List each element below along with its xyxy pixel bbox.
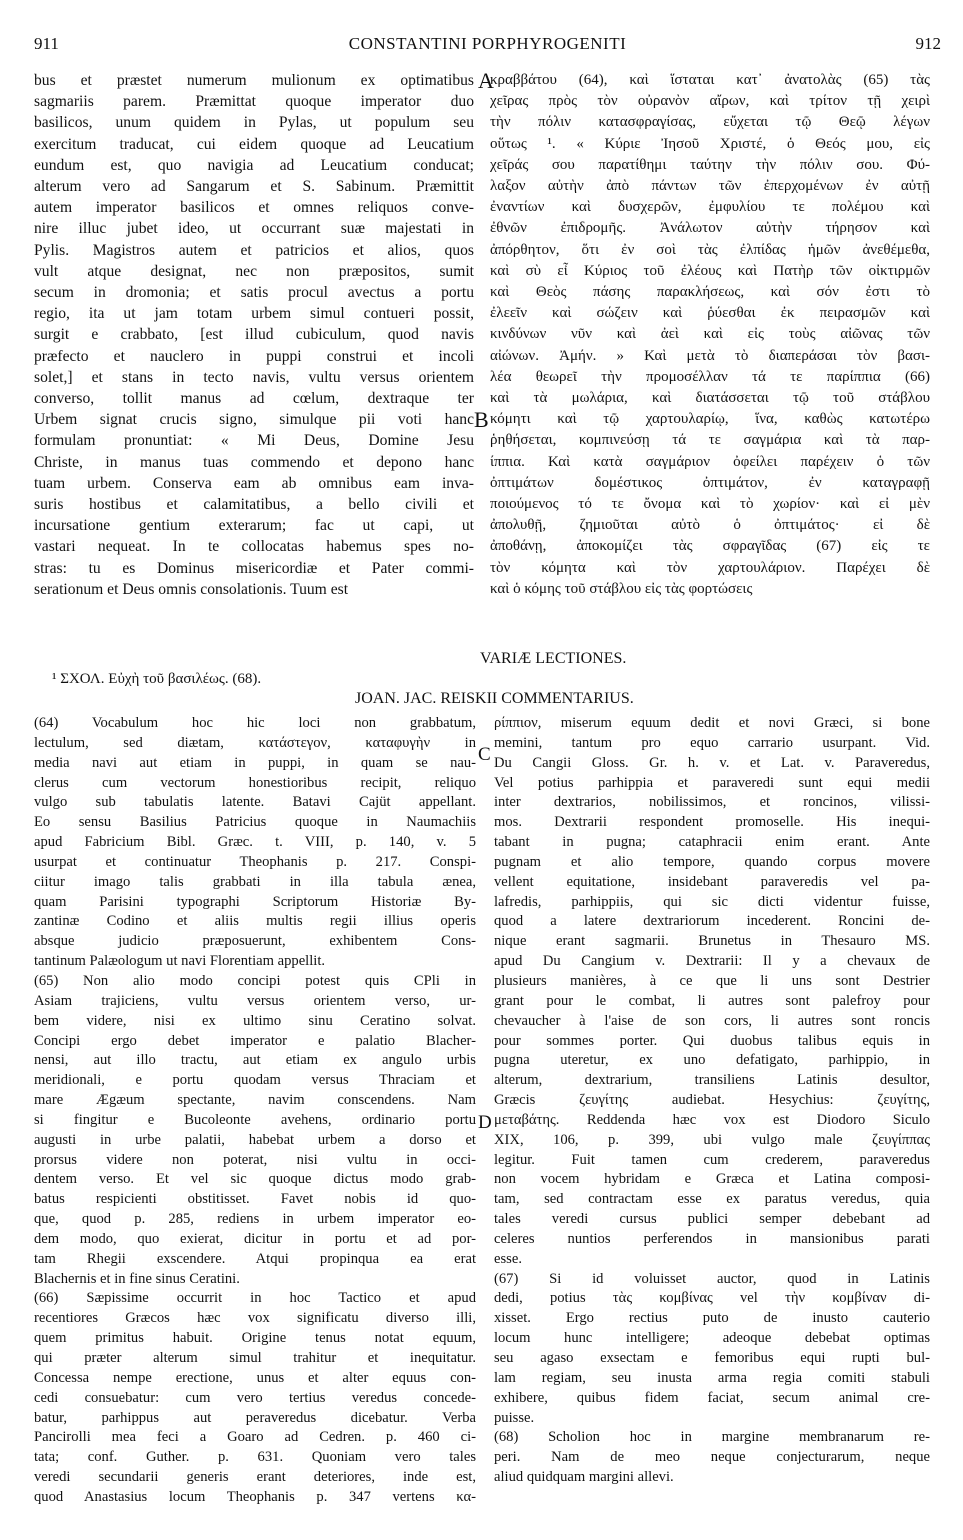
text-line: qui præter alterum simul trahitur et inequitatur. xyxy=(34,1350,476,1366)
margin-marker-b: B xyxy=(474,407,489,432)
text-line: κραββάτου (64), καὶ ἵσταται κατ᾽ ἀνατολὰς (65) τὰς xyxy=(490,72,930,88)
text-line: batur, parhippus aut peraveredus dicebatur. Verba xyxy=(34,1409,476,1426)
text-line: Pylis. Magistros autem et patricios et alios, quos xyxy=(34,241,474,259)
page-number-right: 912 xyxy=(915,34,941,53)
text-line: pugnam et alio tempore, quando corpus movere xyxy=(494,853,930,870)
text-line: media navi aut etiam in puppi, in quam se nau- xyxy=(34,754,476,771)
text-line: quod Anastasius locum Theophanis p. 347 vertens κα- xyxy=(34,1488,476,1505)
text-line: καὶ Θεὸς πάσης παρακλήσεως, καὶ σόν ἐστι τὸ xyxy=(490,284,930,301)
text-line: apud Fabricium Bibl. Græc. t. VIII, p. 140, v. 5 xyxy=(34,834,476,851)
text-line: χεῖρας πρὸς τὸν οὐρανὸν αἴρων, καὶ τρίτον τῇ χειρὶ xyxy=(490,93,930,110)
text-line: λέα θεωρεῖ τὴν προμοσέλλαν τά τε παρίππια (66) xyxy=(490,368,930,385)
commentary-heading: JOAN. JAC. REISKII COMMENTARIUS. xyxy=(355,690,634,707)
margin-marker-a: A xyxy=(478,68,494,93)
text-line: incursatione gentium exterarum; fac ut capi, ut xyxy=(34,517,474,535)
text-line: secum in dromonia; et satis procul avectus a portu xyxy=(34,284,474,302)
text-line: tam Rhegii exscendere. Atqui propinqua ea erat xyxy=(34,1250,476,1267)
text-line: lam regiam, seu inusta arma regia comiti stabuli xyxy=(494,1369,930,1386)
text-line: plusieurs manières, à ce que li uns sont Destrier xyxy=(494,972,930,989)
text-line: tam, sed contractam esse ex paratus veredus, quia xyxy=(494,1191,930,1208)
text-line: ἐλεεῖν καὶ σώζειν καὶ ῥύεσθαι ἐκ πειρασμῶν καὶ xyxy=(490,305,930,322)
text-line: tata; conf. Guther. p. 631. Quoniam vero tales xyxy=(34,1449,476,1466)
text-line: tabant in pugna; cataphracii enim erant. Ante xyxy=(494,834,930,851)
text-line: grant pour le combat, li autres sont palefroy pour xyxy=(494,992,930,1009)
text-line: recentiores Græcos hæc vox significatu diverso illi, xyxy=(34,1310,476,1327)
text-line: surgit e crabbato, [est illud cubiculum, quod navis xyxy=(34,326,474,344)
text-line: batus respicienti obstitisset. Favet nobis id quo- xyxy=(34,1191,476,1208)
text-line: locum hunc intelligere; adeoque debebat optimas xyxy=(494,1330,930,1347)
text-line: quod a latere dextrariorum incederent. Roncini de- xyxy=(494,913,930,930)
text-line: καὶ τὰ μωλάρια, καὶ διατάσσεται τῷ τοῦ στάβλου xyxy=(490,390,930,407)
text-line: formulam pronuntiat: « Mi Deus, Domine Jesu xyxy=(34,432,474,450)
text-line: tales veredi cursus publici semper debebant ad xyxy=(494,1211,930,1228)
text-line: ἐναντίων καὶ δυσχερῶν, ἐμφυλίου τε πολέμου καὶ xyxy=(490,199,930,216)
text-line: regio, ita ut jam totam urbem simul contueri possit, xyxy=(34,305,474,323)
text-line: ποιούμενος τό τε ὄνομα καὶ τὸ χωρίον· καὶ εἰ μὲν xyxy=(490,496,930,513)
text-line: (65) Non alio modo concipi potest quis CPli in xyxy=(34,972,476,989)
text-line: serationum et Deus omnis consolationis. Tuum est xyxy=(34,580,349,598)
text-line: seu agaso exsectam e femoribus equi rupti bul- xyxy=(494,1350,930,1366)
text-line: puisse. xyxy=(494,1409,535,1426)
text-line: mos. Dextrarii respondent promoselle. His inequi- xyxy=(494,814,930,831)
text-line: quem primitus habuit. Origine tenus notat equum, xyxy=(34,1330,476,1347)
text-line: ἀπολυθῇ, ζημιοῦται αὐτὸ ὁ ὀπτιμάτος· εἰ δὲ xyxy=(490,517,930,534)
text-line: Concipi ergo debet imperator e palatio Blacher- xyxy=(34,1032,476,1049)
text-line: κινδύνων νῦν καὶ ἀεὶ καὶ εἰς τοὺς αἰῶνας τῶν xyxy=(490,326,930,343)
text-line: ἀποθάνῃ, ἀποκομίζει τὰς σφραγῖδας (67) εἰς τε xyxy=(490,538,930,555)
text-line: ἐθνῶν ἐπιδρομῆς. Ἀνάλωτον αὐτὴν τήρησον καὶ xyxy=(490,220,930,237)
text-line: augusti in urbe palatii, habebat urbem a dorso et xyxy=(34,1131,476,1148)
text-line: bem videre, nisi ex ultimo sinu Ceratino solvat. xyxy=(34,1012,476,1029)
text-line: lectulum, sed diætam, κατάστεγον, καταφυγὴν in xyxy=(34,734,476,751)
text-line: meridionali, e portu quodam versus Thraciam et xyxy=(34,1072,476,1089)
text-line: χεῖράς σου παρατίθημι ταύτην τὴν πόλιν σου. Φύ- xyxy=(490,156,930,173)
text-line: Vel potius parhippia et paraveredi sunt equi medii xyxy=(494,774,930,791)
commentary-left-column xyxy=(34,714,476,1508)
text-line: eundum est, quo navigia ad Leucatium conducat; xyxy=(34,156,474,174)
text-line: exhibere, quibus fidem faciat, secum animal cre- xyxy=(494,1389,930,1406)
text-line: suris hostibus et calamitatibus, a bello civili et xyxy=(34,496,474,514)
text-line: peri. Nam de meo neque conjecturarum, neque xyxy=(494,1449,930,1466)
text-line: que, quod p. 285, rediens in urbem imperator eo- xyxy=(34,1211,476,1228)
text-line: xisset. Ergo rectius puto de inusto cauterio xyxy=(494,1310,930,1327)
text-line: ῥηθήσεται, κομπινεύσῃ τά τε σαγμάρια καὶ τὰ παρ- xyxy=(490,432,930,449)
text-line: pugna uteretur, ex uno defatigato, parhippio, in xyxy=(494,1052,930,1069)
latin-column xyxy=(34,70,474,600)
text-line: vulgo sub tabulatis latente. Batavi Cajüt appellant. xyxy=(34,794,476,811)
text-line: (66) Sæpissime occurrit in hoc Tactico et apud xyxy=(34,1290,476,1307)
text-line: alterum vero ad Sangarum et S. Sabinum. Præmittit xyxy=(34,178,474,196)
text-line: autem imperator basilicos et omnes reliquos conve- xyxy=(34,199,474,217)
text-line: Eo sensu Basilius Patricius quoque in Naumachiis xyxy=(34,814,476,831)
text-line: celeres nuntios perferendos in mansionibus parati xyxy=(494,1230,930,1247)
text-line: lafredis, parhippiis, qui sic dicti videntur fuisse, xyxy=(494,893,930,910)
text-line: nique erant sagmarii. Brunetus in Thesauro MS. xyxy=(494,933,930,950)
page-header xyxy=(34,34,941,62)
text-line: (64) Vocabulum hoc hic loci non grabbatum, xyxy=(34,715,476,731)
text-line: tantinum Palæologum ut navi Florentiam appellit. xyxy=(34,953,326,970)
text-line: memini, tantum pro equo carrario usurpant. Vid. xyxy=(494,734,930,751)
text-line: absque judicio præposuerunt, exhibentem Cons- xyxy=(34,933,476,950)
text-line: ίππια. Καὶ κατὰ σαγμάριον ὀφείλει παρέχειν ὁ τῶν xyxy=(490,453,930,470)
text-line: Pancirolli mea feci a Goaro ad Cedren. p. 460 ci- xyxy=(34,1429,476,1446)
text-line: mare Ægæum spectante, navim conscendens. Nam xyxy=(34,1092,476,1109)
text-line: non vocem hybridam e Græca et Latina composi- xyxy=(494,1171,930,1188)
text-line: Blachernis et in fine sinus Ceratini. xyxy=(34,1270,240,1287)
text-line: Urbem signat crucis signo, simulque pii voti hanc xyxy=(34,411,474,429)
greek-column xyxy=(490,70,930,600)
text-line: καὶ ὁ κόμης τοῦ στάβλου εἰς τὰς φορτώσεις xyxy=(490,580,753,597)
text-line: Christe, in manus tuas commendo et depono hanc xyxy=(34,453,474,471)
text-line: dedi, potius τὰς κομβίνας vel τὴν κομβίναν di- xyxy=(494,1290,930,1307)
text-line: converso, tollit manus ad cœlum, dextraque ter xyxy=(34,390,474,408)
text-line: inter dextrarios, nobilissimos, et roncinos, vilissi- xyxy=(494,794,930,811)
text-line: dentem verso. Et vel sic quoque dictus modo grab- xyxy=(34,1171,476,1188)
text-line: solet,] et stans in tecto navis, vultu versus orientem xyxy=(34,368,474,386)
text-line: λαξον αὐτὴν ἀπὸ πάντων τῶν ἐπερχομένων ἐν αὐτῇ xyxy=(490,178,930,195)
text-line: (67) Si id voluisset auctor, quod in Latinis xyxy=(494,1270,930,1287)
text-line: prorsus videre non poterat, nisi vultu in occi- xyxy=(34,1151,476,1168)
text-line: μεταβάτης. Reddenda hæc vox est Diodoro Siculo xyxy=(494,1111,930,1128)
text-line: ὀπτιμάτων δομέστικος ὀπτιμάτον, ἐν καταγραφῇ xyxy=(490,474,930,491)
variae-lectiones-heading: VARIÆ LECTIONES. xyxy=(480,650,627,667)
text-line: vult atque designat, nec non præpositos, sumit xyxy=(34,262,474,280)
text-line: nensi, aut illo tractu, aut etiam ex angulo urbis xyxy=(34,1052,476,1069)
text-line: clerus cum vectorum honestioribus recipit, reliquo xyxy=(34,774,476,791)
margin-marker-d: D xyxy=(478,1112,492,1133)
text-line: usurpat et continuatur Theophanis p. 217. Conspi- xyxy=(34,853,476,870)
text-line: esse. xyxy=(494,1250,522,1267)
text-line: XIX, 106, p. 399, ubi vulgo male ζευγίππας xyxy=(494,1131,930,1148)
text-line: dem modo, quo exierat, dicitur in portu et ad por- xyxy=(34,1230,476,1247)
text-line: vastari nequeat. In te collocatas habemus spes no- xyxy=(34,538,474,556)
running-title: CONSTANTINI PORPHYROGENITI xyxy=(348,34,627,53)
text-line: quam Parisini typographi Scriptorum Historiæ By- xyxy=(34,893,476,910)
scholion-note: ¹ ΣΧΟΛ. Εὐχὴ τοῦ βασιλέως. (68). xyxy=(52,671,262,687)
text-line: (68) Scholion hoc in margine membranarum re- xyxy=(494,1429,930,1446)
text-line: alterum, dextrarium, transiliens Latinis desultor, xyxy=(494,1072,930,1089)
text-line: κόμητι καὶ τῷ χαρτουλαρίῳ, ἵνα, καθὼς κατωτέρω xyxy=(490,411,930,428)
text-line: cedi consuebatur: cum vero tertius veredus concede- xyxy=(34,1389,476,1406)
text-line: si fingitur e Bucoleonte avehens, ordinario portu xyxy=(34,1111,476,1128)
margin-marker-c: C xyxy=(478,744,491,765)
page-number-left: 911 xyxy=(34,34,59,53)
text-line: sagmariis parem. Præmittat quoque imperator duo xyxy=(34,93,474,111)
text-line: τὸν κόμητα καὶ τὸν χαρτουλάριον. Παρέχει δὲ xyxy=(490,559,930,576)
text-line: οὕτως ¹. « Κύριε Ἰησοῦ Χριστέ, ὁ Θεός μου, εἰς xyxy=(490,135,930,152)
text-line: legitur. Fuit tamen cum crederem, paraveredus xyxy=(494,1151,930,1168)
text-line: chevaucher à l'aise de son cors, li autres sont roncis xyxy=(494,1012,930,1029)
text-line: bus et præstet numerum mulionum ex optimatibus xyxy=(34,72,474,89)
text-line: pour sommes porter. Qui duobus talibus equis in xyxy=(494,1032,930,1049)
text-line: præfecto et nauclero in puppi construi et incoli xyxy=(34,347,474,365)
text-line: ρίππιον, miserum equum dedit et novi Græci, si bone xyxy=(494,715,930,731)
text-line: Du Cangii Gloss. Gr. h. v. et Lat. v. Paraveredus, xyxy=(494,754,930,771)
text-line: ciitur imago talis grabbati in illa tabula ænea, xyxy=(34,873,476,890)
text-line: τὴν πόλιν κατασφραγίσας, εὔχεται τῷ Θεῷ λέγων xyxy=(490,114,930,131)
text-line: tuam urbem. Conserva eam ab omnibus eam inva- xyxy=(34,474,474,492)
commentary-right-column xyxy=(494,714,930,1488)
text-line: apud Du Cangium v. Dextrarii: Il y a chevaux de xyxy=(494,953,930,970)
text-line: exercitum traducat, cui eidem quoque ad Leucatium xyxy=(34,135,474,153)
text-line: Concessa nempe erectione, unus et alter equus con- xyxy=(34,1369,476,1386)
text-line: ἀπόρθητον, ὅτι ἐν σοὶ τὰς ἐλπίδας ἡμῶν ἀνεθέμεθα, xyxy=(490,241,930,258)
text-line: basilicos, unum quidem in Pylas, ut populum seu xyxy=(34,114,474,132)
text-line: Græcis ζευγίτης audiebat. Hesychius: ζευγίτης, xyxy=(494,1092,930,1109)
text-line: aliud quidquam margini allevi. xyxy=(494,1469,674,1486)
text-line: veredi secundarii generis erant deteriores, inde est, xyxy=(34,1469,476,1486)
text-line: zantinæ Codino et aliis multis regii illius operis xyxy=(34,913,476,930)
text-line: stras: tu es Dominus misericordiæ et Pater commi- xyxy=(34,559,474,577)
text-line: nire illuc jubet ideo, ut occurrant suæ majestati in xyxy=(34,220,474,238)
text-line: αἰώνων. Ἀμήν. » Καὶ μετὰ τὸ διαπεράσαι τὸν βασι- xyxy=(490,347,930,364)
text-line: vellent equitatione, insidebant paraveredis vel pa- xyxy=(494,873,930,890)
text-line: καὶ σὺ εἶ Κύριος τοῦ ἐλέους καὶ Πατὴρ τῶν οἰκτιρμῶν xyxy=(490,262,930,279)
text-line: Asiam trajiciens, vultu versus orientem verso, ur- xyxy=(34,992,476,1009)
